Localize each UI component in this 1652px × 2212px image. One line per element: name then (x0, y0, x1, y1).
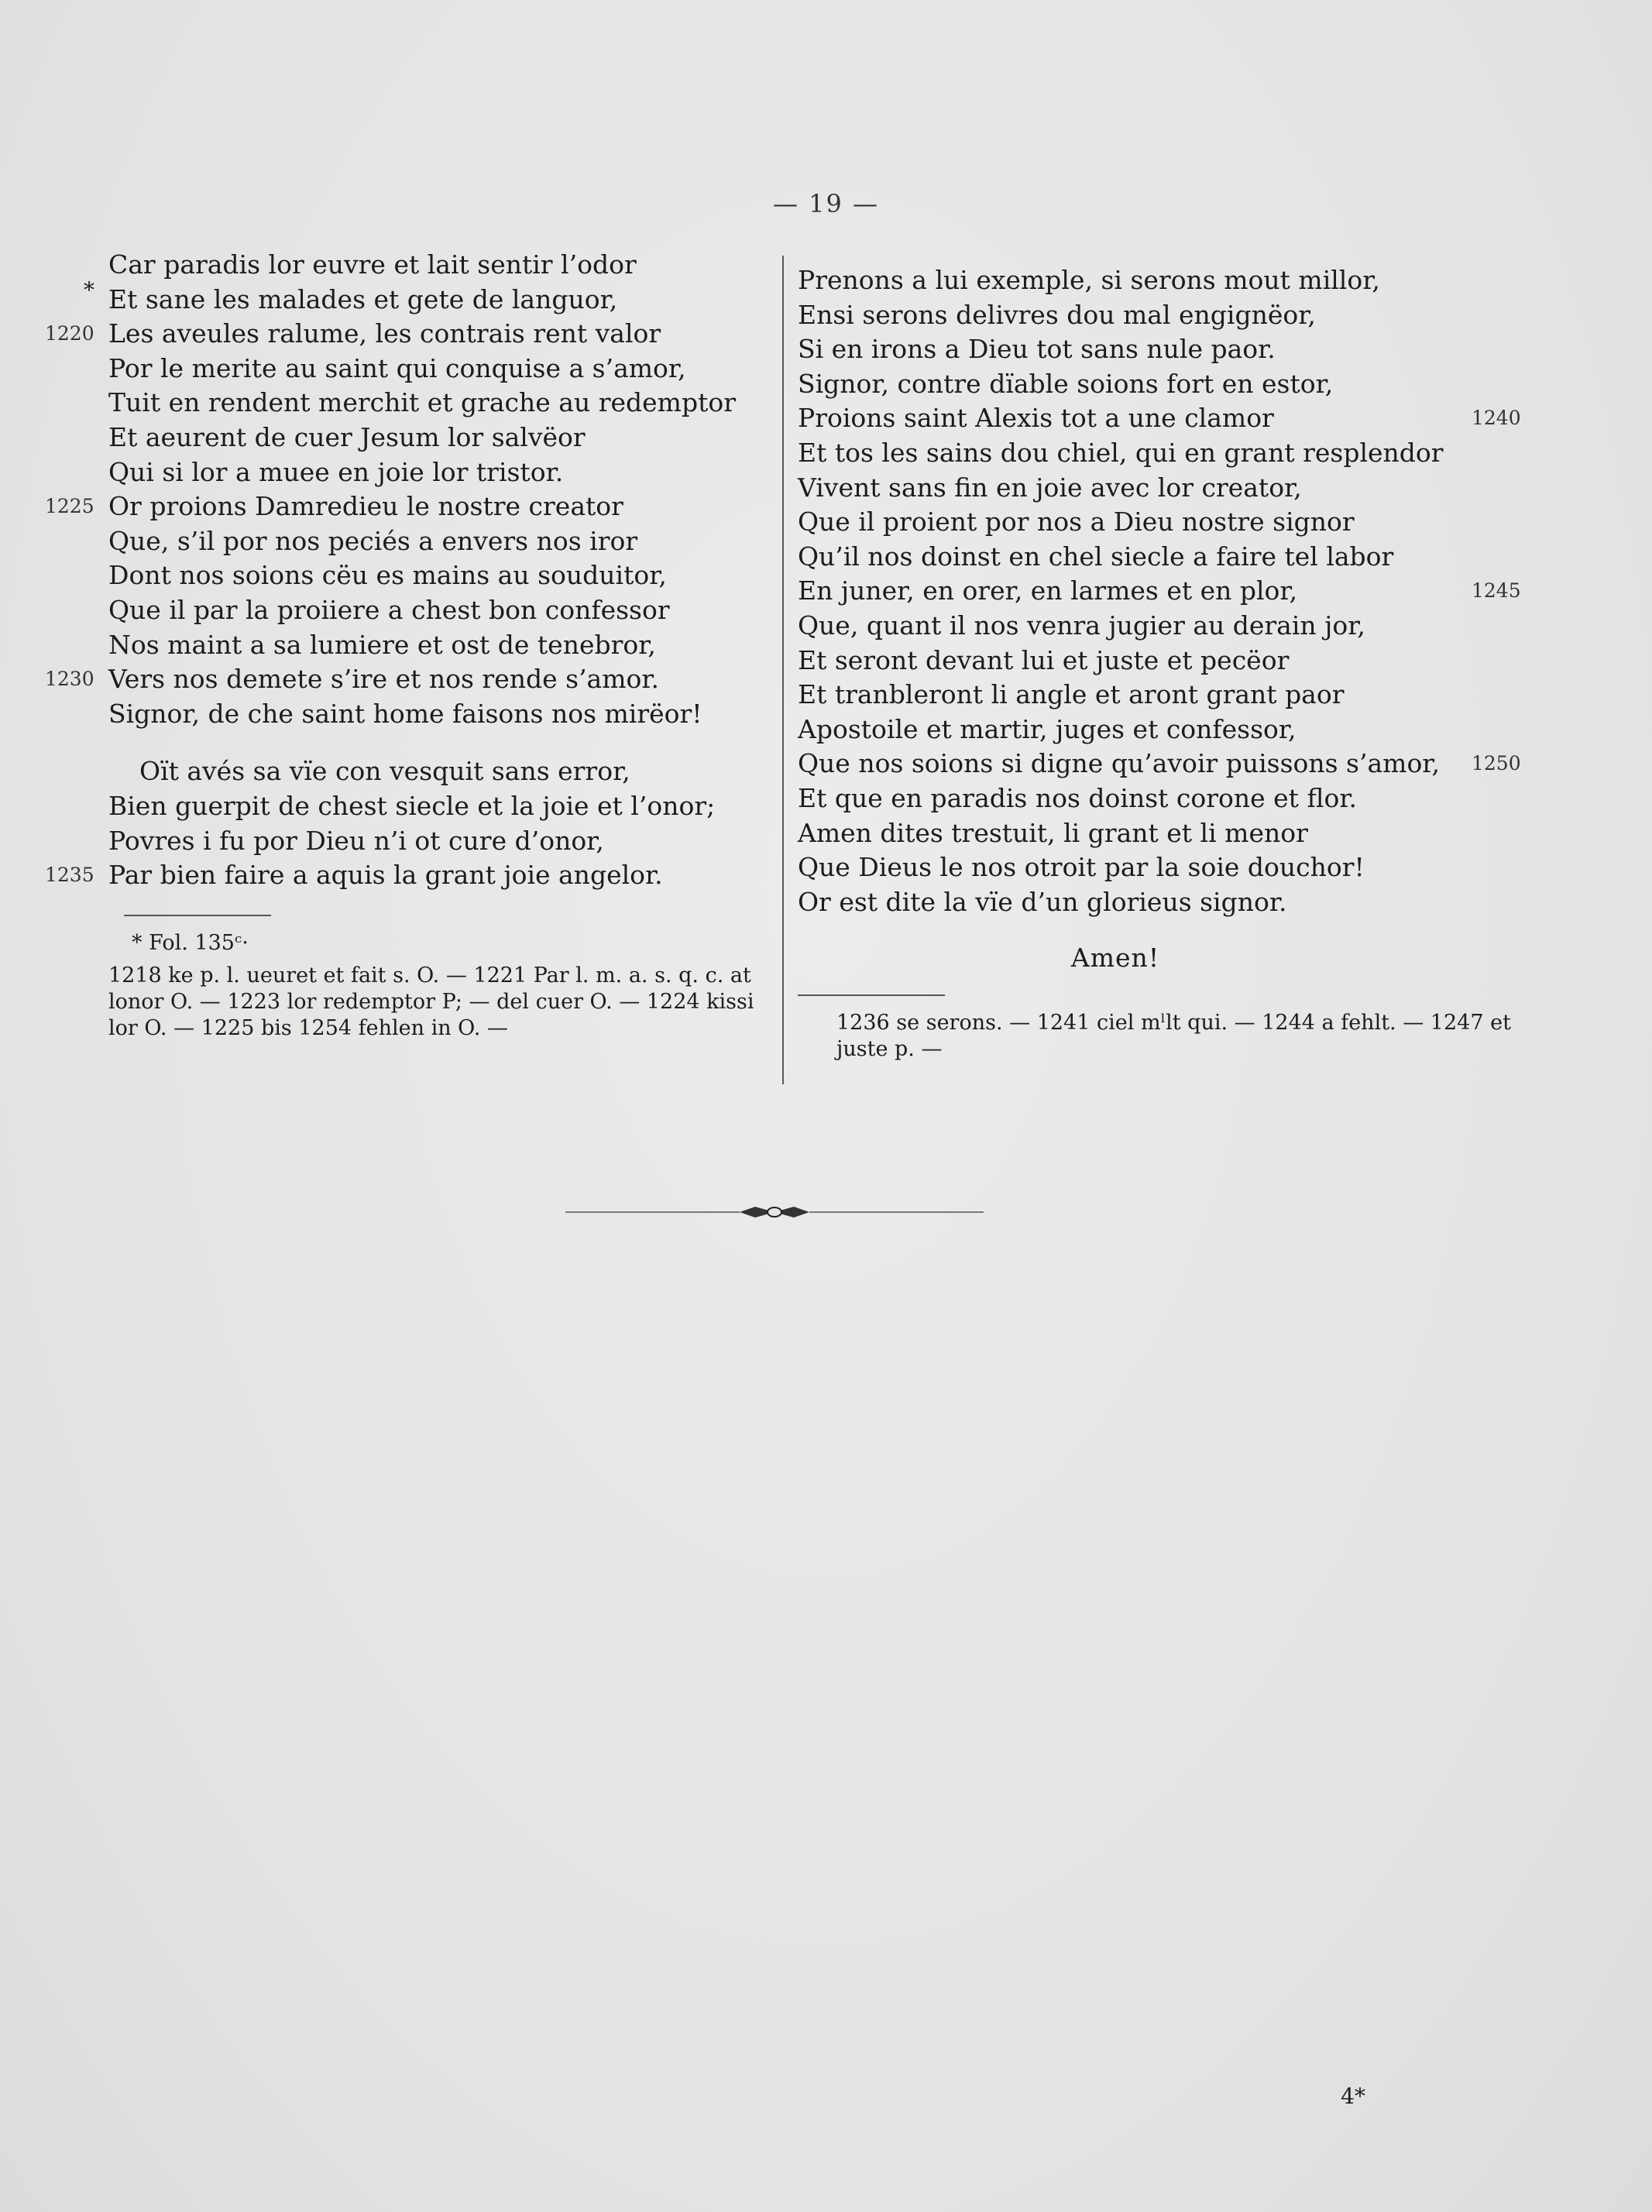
variant-readings: 1236 se serons. — 1241 ciel mˡlt qui. — 1244 a fehlt. — 1247 et juste p. — (836, 1011, 1511, 1062)
footnote-folio: * Fol. 135ᶜ· (132, 930, 249, 955)
verse-line: Que, quant il nos venra jugier au derain jor, (798, 610, 1365, 641)
verse-line: Et que en paradis nos doinst corone et flor. (798, 782, 1357, 813)
ornament-divider (565, 1200, 984, 1224)
verse-line: Et tranbleront li angle et aront grant paor (798, 679, 1345, 710)
line-number: 1250 (1472, 752, 1521, 775)
verse-line: Si en irons a Dieu tot sans nule paor. (798, 334, 1276, 365)
left-column (45, 248, 782, 1042)
verse-line: Or est dite la vïe d’un glorieus signor. (798, 886, 1287, 917)
line-number: 1220 (45, 322, 94, 345)
verse-line: Qui si lor a muee en joie lor tristor. (108, 456, 564, 487)
verse-line: Povres i fu por Dieu n’i ot cure d’onor, (108, 825, 604, 856)
verse-line: En juner, en orer, en larmes et en plor, 1245 (798, 574, 1534, 609)
verse-line: Et seront devant lui et juste et pecëor (798, 644, 1290, 675)
line-number: 1225 (45, 495, 94, 518)
page-number: — 19 — (772, 189, 880, 218)
verse-line: Amen dites trestuit, li grant et li menor (798, 817, 1308, 848)
verse-line: Que Dieus le nos otroit par la soie douchor! (798, 852, 1365, 883)
verse-line: Prenons a lui exemple, si serons mout millor, (798, 265, 1380, 295)
signature-mark: 4* (1341, 2083, 1365, 2109)
line-number: 1240 (1472, 407, 1521, 430)
footnote-rule (124, 915, 271, 916)
verse-line: Que il par la proiiere a chest bon confessor (108, 594, 670, 625)
verse-line: Or proions Damredieu le nostre creator 1225 (108, 489, 782, 524)
verse-line: Car paradis lor euvre et lait sentir l’odor (108, 249, 637, 280)
verse-line: Par bien faire a aquis la grant joie angelor. 1235 (108, 858, 782, 893)
verse-line: Vivent sans fin en joie avec lor creator, (798, 472, 1302, 503)
verse-line: Que il proient por nos a Dieu nostre signor (798, 507, 1355, 538)
amen-closing: Amen! (1070, 943, 1160, 974)
verse-line: Qu’il nos doinst en chel siecle a faire tel labor (798, 541, 1394, 572)
footnote-rule (798, 994, 945, 996)
verse-line: Et aeurent de cuer Jesum lor salvëor (108, 421, 586, 452)
verse-line: Vers nos demete s’ire et nos rende s’amor. 1230 (108, 662, 782, 697)
right-column (798, 263, 1534, 1063)
line-number: 1235 (45, 864, 94, 887)
verse-line: Et tos les sains dou chiel, qui en grant resplendor (798, 437, 1444, 468)
verse-line: Dont nos soions cëu es mains au souduitor, (108, 560, 667, 591)
verse-line: Apostoile et martir, juges et confessor, (798, 713, 1297, 744)
line-number: 1230 (45, 668, 94, 691)
verse-line: Que, s’il por nos peciés a envers nos iror (108, 525, 638, 556)
verse-line: Bien guerpit de chest siecle et la joie et l’onor; (108, 790, 716, 821)
verse-line: Les aveules ralume, les contrais rent valor 1220 (108, 317, 782, 352)
column-divider (782, 256, 784, 1084)
verse-line: Signor, de che saint home faisons nos mirëor! (108, 698, 702, 729)
variant-readings: 1218 ke p. l. ueuret et fait s. O. — 1221 Par l. m. a. s. q. c. at lonor O. — 1223 lor redemptor P; — del cuer O. — 1224 kissi lor O. — 1225 bis 1254 fehlen in O. — (108, 963, 754, 1040)
verse-line: Oït avés sa vïe con vesquit sans error, (139, 756, 630, 787)
verse-line: Proions saint Alexis tot a une clamor 1240 (798, 401, 1534, 436)
verse-line: Signor, contre dïable soions fort en estor, (798, 368, 1334, 399)
footnote-marker: * (84, 276, 94, 303)
verse-line: * Et sane les malades et gete de languor, (108, 283, 782, 318)
verse-line: Ensi serons delivres dou mal engignëor, (798, 299, 1316, 330)
verse-line: Que nos soions si digne qu’avoir puissons s’amor, 1250 (798, 747, 1534, 781)
verse-line: Tuit en rendent merchit et grache au redemptor (108, 387, 736, 418)
line-number: 1245 (1472, 579, 1521, 603)
verse-line: Nos maint a sa lumiere et ost de tenebror, (108, 629, 656, 660)
verse-line: Por le merite au saint qui conquise a s’amor, (108, 352, 686, 383)
